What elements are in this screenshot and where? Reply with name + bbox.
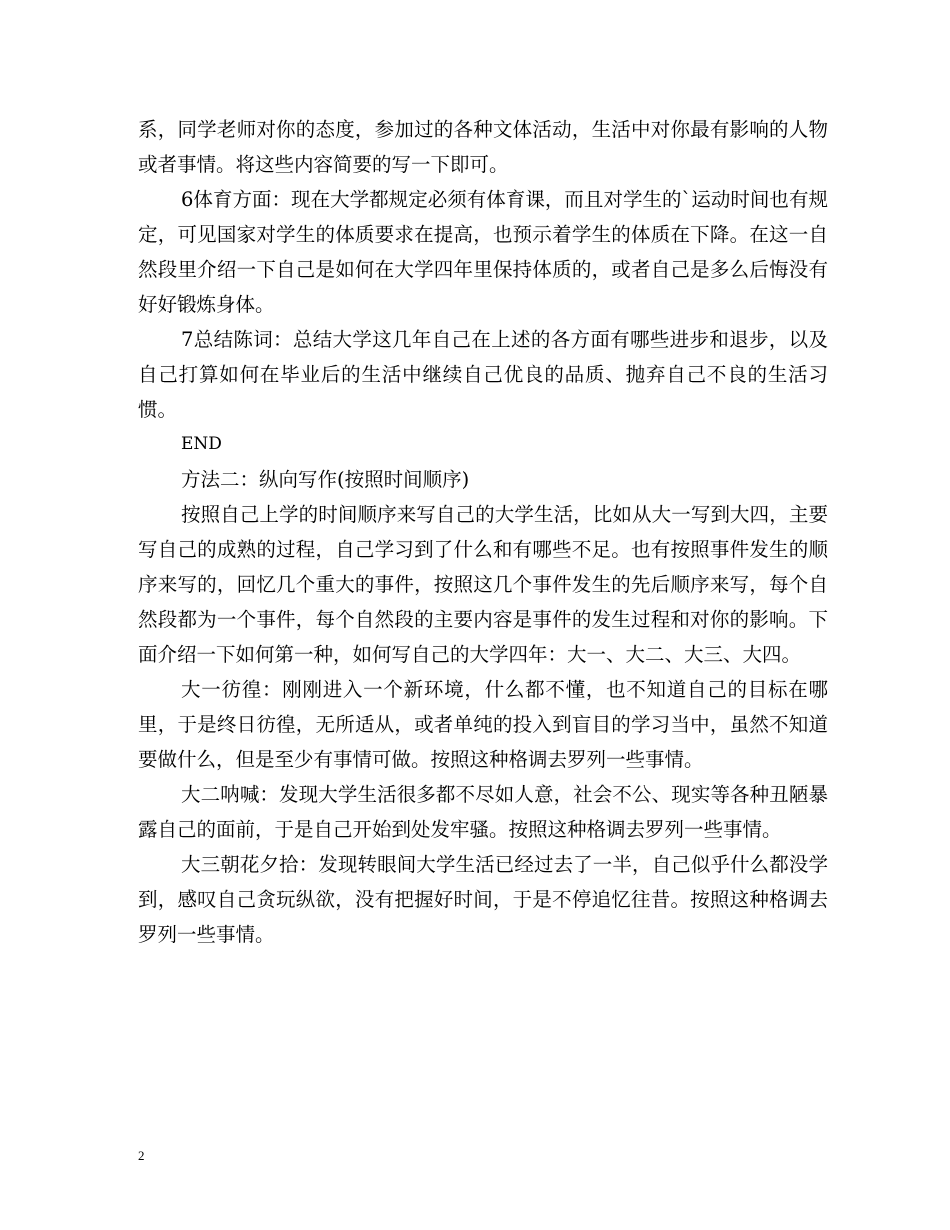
- page-number: 2: [138, 1148, 145, 1163]
- paragraph-continued: 系，同学老师对你的态度，参加过的各种文体活动，生活中对你最有影响的人物或者事情。将这些内容简要的写一下即可。: [138, 118, 828, 176]
- paragraph-year-three: 大三朝花夕拾：发现转眼间大学生活已经过去了一半，自己似乎什么都没学到，感叹自己贪玩纵欲，没有把握好时间，于是不停追忆往昔。按照这种格调去罗列一些事情。: [138, 853, 828, 946]
- paragraph-method-two-intro: 按照自己上学的时间顺序来写自己的大学生活，比如从大一写到大四，主要写自己的成熟的过程，自己学习到了什么和有哪些不足。也有按照事件发生的顺序来写的，回忆几个重大的事件，按照这几个事件发生的先后顺序来写，每个自然段都为一个事件，每个自然段的主要内容是事件的发生过程和对你的影响。下面介绍一下如何第一种，如何写自己的大学四年：大一、大二、大三、大四。: [138, 503, 828, 666]
- paragraph-end-marker: END: [181, 434, 222, 454]
- paragraph-year-one: 大一彷徨：刚刚进入一个新环境，什么都不懂，也不知道自己的目标在哪里，于是终日彷徨，无所适从，或者单纯的投入到盲目的学习当中，虽然不知道要做什么，但是至少有事情可做。按照这种格调去罗列一些事情。: [138, 678, 828, 771]
- paragraph-sports: 6体育方面：现在大学都规定必须有体育课，而且对学生的`运动时间也有规定，可见国家对学生的体质要求在提高，也预示着学生的体质在下降。在这一自然段里介绍一下自己是如何在大学四年里保持体质的，或者自己是多么后悔没有好好锻炼身体。: [138, 188, 828, 316]
- paragraph-summary: 7总结陈词：总结大学这几年自己在上述的各方面有哪些进步和退步，以及自己打算如何在毕业后的生活中继续自己优良的品质、抛弃自己不良的生活习惯。: [138, 328, 828, 421]
- body-text: [138, 112, 828, 952]
- paragraph-year-two: 大二呐喊：发现大学生活很多都不尽如人意，社会不公、现实等各种丑陋暴露自己的面前，于是自己开始到处发牢骚。按照这种格调去罗列一些事情。: [138, 783, 828, 841]
- section-heading-method-two: 方法二：纵向写作(按照时间顺序): [181, 468, 470, 491]
